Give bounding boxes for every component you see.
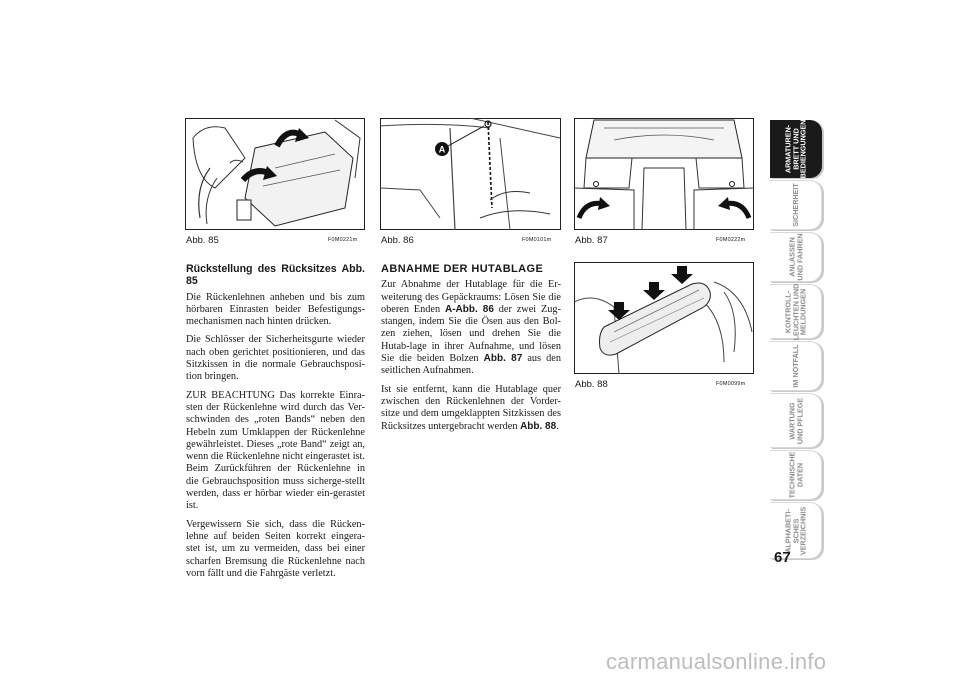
text-run: Zur Abnahme der Hutablage für die Er-weiterung des Gepäckraums: Lösen Sie die oberen Enden	[381, 279, 561, 315]
left-column	[186, 263, 365, 586]
tab-armaturenbrett[interactable]	[770, 120, 822, 178]
note-paragraph: ZUR BEACHTUNG Das korrekte Einra-sten der Rückenlehne wird durch das Ver-schwinden des „roten Bands“ neben den Hebeln zum Umklappen der Rückenlehne gewährleistet. Dieses „rote Band“ zeigt an, wenn die Rückenlehne nicht eingerastet ist. Beim Zurückführen der Rückenlehne in die Gebrauchsposition muss sicherge-stellt werden, dass er hörbar wieder ein-gerastet ist.	[186, 389, 365, 512]
tab-label: TECHNISCHE DATEN	[786, 451, 804, 499]
figure-reference: A-Abb. 86	[444, 303, 494, 315]
paragraph: Vergewissern Sie sich, dass die Rücken-lehne auf beiden Seiten korrekt eingera-stet ist, um zu vermeiden, dass bei einer scharfen Bremsung die Rückenlehne nach vorn fällt und die Fahrgäste verletzt.	[186, 518, 365, 579]
figure-87-caption: Abb. 87	[575, 235, 608, 246]
figure-85	[185, 118, 365, 230]
figure-85-caption: Abb. 85	[186, 235, 219, 246]
tab-label: IM NOTFALL	[790, 344, 800, 388]
tab-label: ARMATUREN- BRETT UND BEDIENGUNGEN	[783, 119, 808, 179]
figure-88	[574, 262, 754, 374]
figure-86	[380, 118, 561, 230]
tab-label: WARTUNG UND PFLEGE	[786, 397, 804, 444]
figure-86-code: F0M0101m	[522, 237, 552, 243]
marker-a: A	[438, 144, 446, 155]
text-run: der zwei Zug-stangen, indem Sie die Ösen aus den Bol-zen ziehen, lösen und drehen Sie die Hutab-lage in ihrer Aufnahme, und lösen Sie die beiden Bolzen	[381, 303, 562, 365]
tab-wartung[interactable]	[770, 393, 822, 448]
tab-anlassen[interactable]	[770, 232, 822, 282]
section-heading-parcel-shelf: ABNAHME DER HUTABLAGE	[381, 263, 544, 275]
page-number: 67	[774, 549, 791, 566]
tab-kontrollleuchten[interactable]	[770, 284, 822, 339]
tab-label: KONTROLL- LEUCHTEN UND MELDUNGEN	[783, 283, 808, 340]
text-run: .	[556, 420, 559, 432]
seat-illustration	[185, 118, 365, 230]
figure-88-code: F0M0099m	[716, 381, 746, 387]
paragraph	[381, 279, 561, 377]
parcel-shelf-removal-illustration	[574, 118, 754, 230]
figure-88-caption: Abb. 88	[575, 379, 608, 390]
middle-column	[381, 263, 561, 439]
tab-sicherheit[interactable]	[770, 180, 822, 230]
tab-label: ANLASSEN UND FAHREN	[786, 233, 804, 281]
section-heading-seat-reset: Rückstellung des Rücksitzes Abb. 85	[186, 263, 365, 288]
tab-im-notfall[interactable]	[770, 341, 822, 391]
figure-reference: Abb. 88	[520, 420, 557, 432]
watermark: carmanualsonline.info	[606, 649, 827, 674]
parcel-shelf-rod-illustration	[380, 118, 561, 230]
figure-reference: Abb. 87	[483, 353, 523, 365]
paragraph: Die Schlösser der Sicherheitsgurte wieder nach oben gerichtet positionieren, und das Sitzkissen in die normale Gebrauchsposi-tion bringen.	[186, 334, 365, 383]
paragraph: Die Rückenlehnen anheben und bis zum hörbaren Einrasten beider Befestigungs-mechanismen nach hinten drücken.	[186, 291, 365, 328]
figure-86-caption: Abb. 86	[381, 235, 414, 246]
figure-87-code: F0M0222m	[716, 237, 746, 243]
figure-87	[574, 118, 754, 230]
text-run: Ist sie entfernt, kann die Hutablage quer zwischen den Rückenlehnen der Vorder-sitze und dem umgeklappten Sitzkissen des Rücksitzes untergebracht werden	[381, 383, 561, 432]
parcel-shelf-stowed-illustration	[574, 262, 754, 374]
figure-85-code: F0M0221m	[328, 237, 358, 243]
paragraph	[381, 384, 561, 433]
tab-label: ALPHABETI- SCHES VERZEICHNIS	[783, 506, 808, 555]
tab-label: SICHERHEIT	[790, 183, 800, 227]
tab-technische-daten[interactable]	[770, 450, 822, 500]
text-run: aus den seitlichen Aufnahmen.	[381, 353, 561, 377]
